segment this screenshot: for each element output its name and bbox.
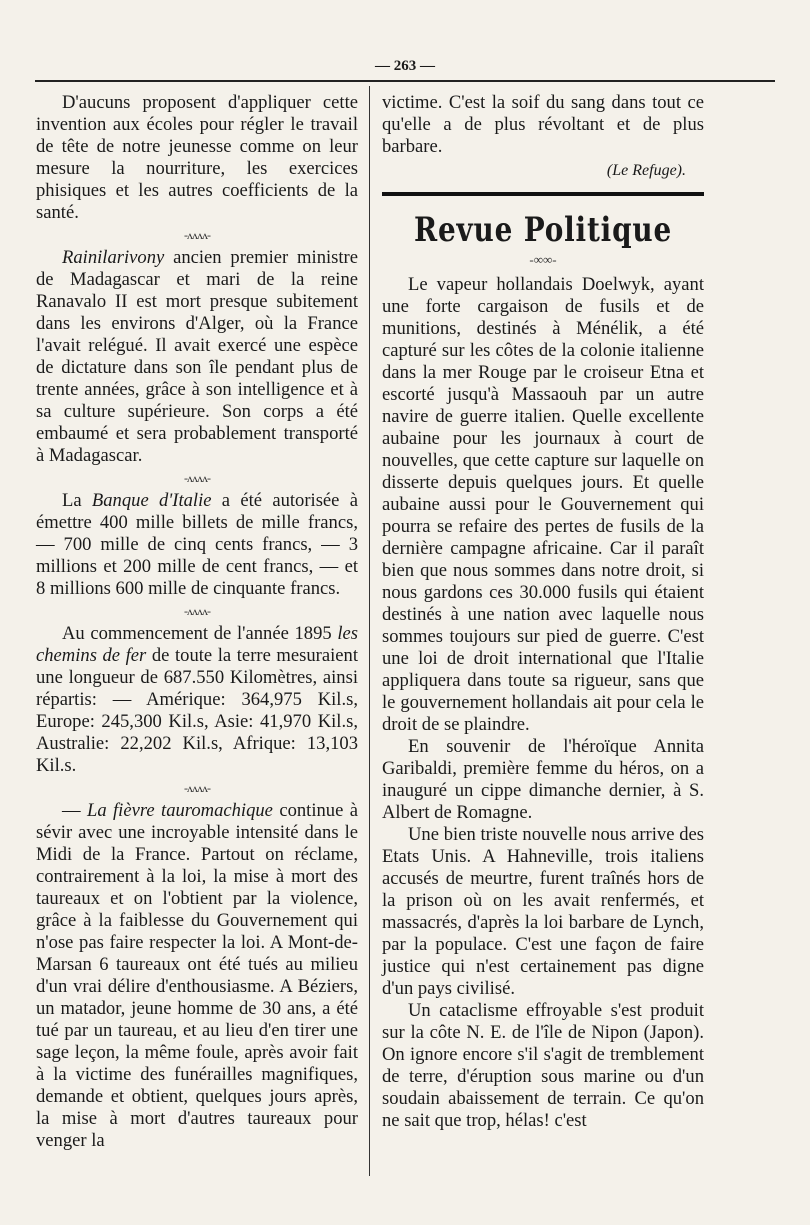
article-invention: D'aucuns proposent d'appliquer cette invention aux écoles pour régler le travail de tête de notre jeunesse comme on leur mesure la nourriture, les exercices phisiques et les autres coefficients de la santé. bbox=[36, 92, 358, 223]
article-garibaldi: En souvenir de l'héroïque Annita Garibaldi, première femme du héros, on a inauguré un cippe dimanche dernier, à S. Albert de Romagne. bbox=[382, 736, 704, 823]
separator: -ʌʌʌʌ- bbox=[184, 471, 210, 485]
article-lead: — bbox=[62, 800, 87, 821]
article-subject: les chemins de fer bbox=[36, 623, 358, 666]
article-subject: Banque d'Italie bbox=[91, 490, 212, 511]
article-body: a été autorisée à émettre 400 mille billets de mille francs, — 700 mille de cinq cents francs, — 3 millions et 200 mille de cent francs, — et 8 millions 600 mille de cinquante francs. bbox=[36, 490, 358, 599]
article-body: ancien premier ministre de Madagascar et mari de la reine Ranavalo II est mort presque subitement dans les environs d'Alger, où la France l'avait relégué. Il avait exercé une espèce de dictature dans son île pendant plus de trente années, grâce à son intelligence et à sa culture supérieure. Son corps a été embaumé et sera probablement transporté à Madagascar. bbox=[36, 247, 358, 466]
header-rule bbox=[35, 80, 775, 82]
article-rainilarivony bbox=[36, 247, 358, 467]
right-column bbox=[382, 92, 704, 1132]
separator: -ʌʌʌʌ- bbox=[184, 228, 210, 242]
page-number: — 263 — bbox=[375, 58, 435, 74]
section-rule bbox=[382, 192, 704, 196]
separator: -ʌʌʌʌ- bbox=[184, 604, 210, 618]
article-lead: Au commencement de l'année 1895 bbox=[62, 623, 338, 644]
article-continuation: victime. C'est la soif du sang dans tout ce qu'elle a de plus révoltant et de plus barbare. bbox=[382, 92, 704, 157]
separator: -ʌʌʌʌ- bbox=[184, 781, 210, 795]
article-body: de toute la terre mesuraient une longueur de 687.550 Kilomètres, ainsi répartis: — Amérique: 364,975 Kil.s, Europe: 245,300 Kil.s, Asie: 41,970 Kil.s, Australie: 22,202 Kil.s, Afrique: 13,103 Kil.s. bbox=[36, 645, 358, 776]
article-body: continue à sévir avec une incroyable intensité dans le Midi de la France. Partout on réclame, contrairement à la loi, la mise à mort des taureaux et on l'obtient par la violence, grâce à la faiblesse du Gouvernement qui n'ose pas faire respecter la loi. A Mont-de-Marsan 6 taureaux ont été tués au milieu d'un vrai délire d'enthousiasme. A Béziers, un matador, jeune homme de 30 ans, a été tué par un taureau, et au lieu d'en tirer une sage leçon, la même foule, après avoir fait à la victime des funérailles magnifiques, demande et obtient, quelques jours après, la mise à mort d'autres taureaux pour venger la bbox=[36, 800, 358, 1151]
section-title: Revue Politique bbox=[413, 210, 673, 250]
article-subject: Rainilarivony bbox=[62, 247, 165, 268]
column-divider bbox=[369, 86, 370, 1176]
article-tauromachie bbox=[36, 800, 358, 1152]
article-hahneville: Une bien triste nouvelle nous arrive des Etats Unis. A Hahneville, trois italiens accusés de meurtre, furent traînés hors de la prison où on les avait renfermés, et massacrés, d'après la loi barbare de Lynch, par la populace. C'est une façon de faire justice qui n'est certainement pas digne d'un pays civilisé. bbox=[382, 824, 704, 999]
title-ornament: -∞∞- bbox=[529, 252, 557, 267]
article-chemins-de-fer bbox=[36, 623, 358, 777]
source-attribution: (Le Refuge). bbox=[606, 162, 686, 179]
article-lead: La bbox=[62, 490, 92, 511]
article-nipon: Un cataclisme effroyable s'est produit sur la côte N. E. de l'île de Nipon (Japon). On ignore encore s'il s'agit de tremblement de terre, d'éruption sous marine ou d'un soudain abaissement de terrain. Ce qu'on ne sait que trop, hélas! c'est bbox=[382, 1000, 704, 1131]
article-doelwyk: Le vapeur hollandais Doelwyk, ayant une forte cargaison de fusils et de munitions, destinés à Ménélik, a été capturé sur les côtes de la colonie italienne dans la mer Rouge par le croiseur Etna et escorté jusqu'à Massaouh par un autre navire de guerre italien. Quelle excellente aubaine pour les journaux à court de nouvelles, que cette capture sur laquelle on disserte depuis quelques jours. Et quelle aubaine aussi pour le Gouvernement qui pourra se refaire des pertes de fusils de la dernière campagne africaine. Car il paraît bien que nous sommes dans notre droit, si nous gardons ces 30.000 fusils qui étaient destinés à une nation avec laquelle nous sommes toujours sur pied de guerre. C'est une loi de droit international que l'Italie appliquera dans toute sa rigueur, sans que le gouvernement hollandais ait pour cela le droit de se plaindre. bbox=[382, 274, 704, 735]
article-banque bbox=[36, 490, 358, 600]
left-column bbox=[36, 92, 358, 1152]
article-subject: La fièvre tauromachique bbox=[86, 800, 273, 821]
